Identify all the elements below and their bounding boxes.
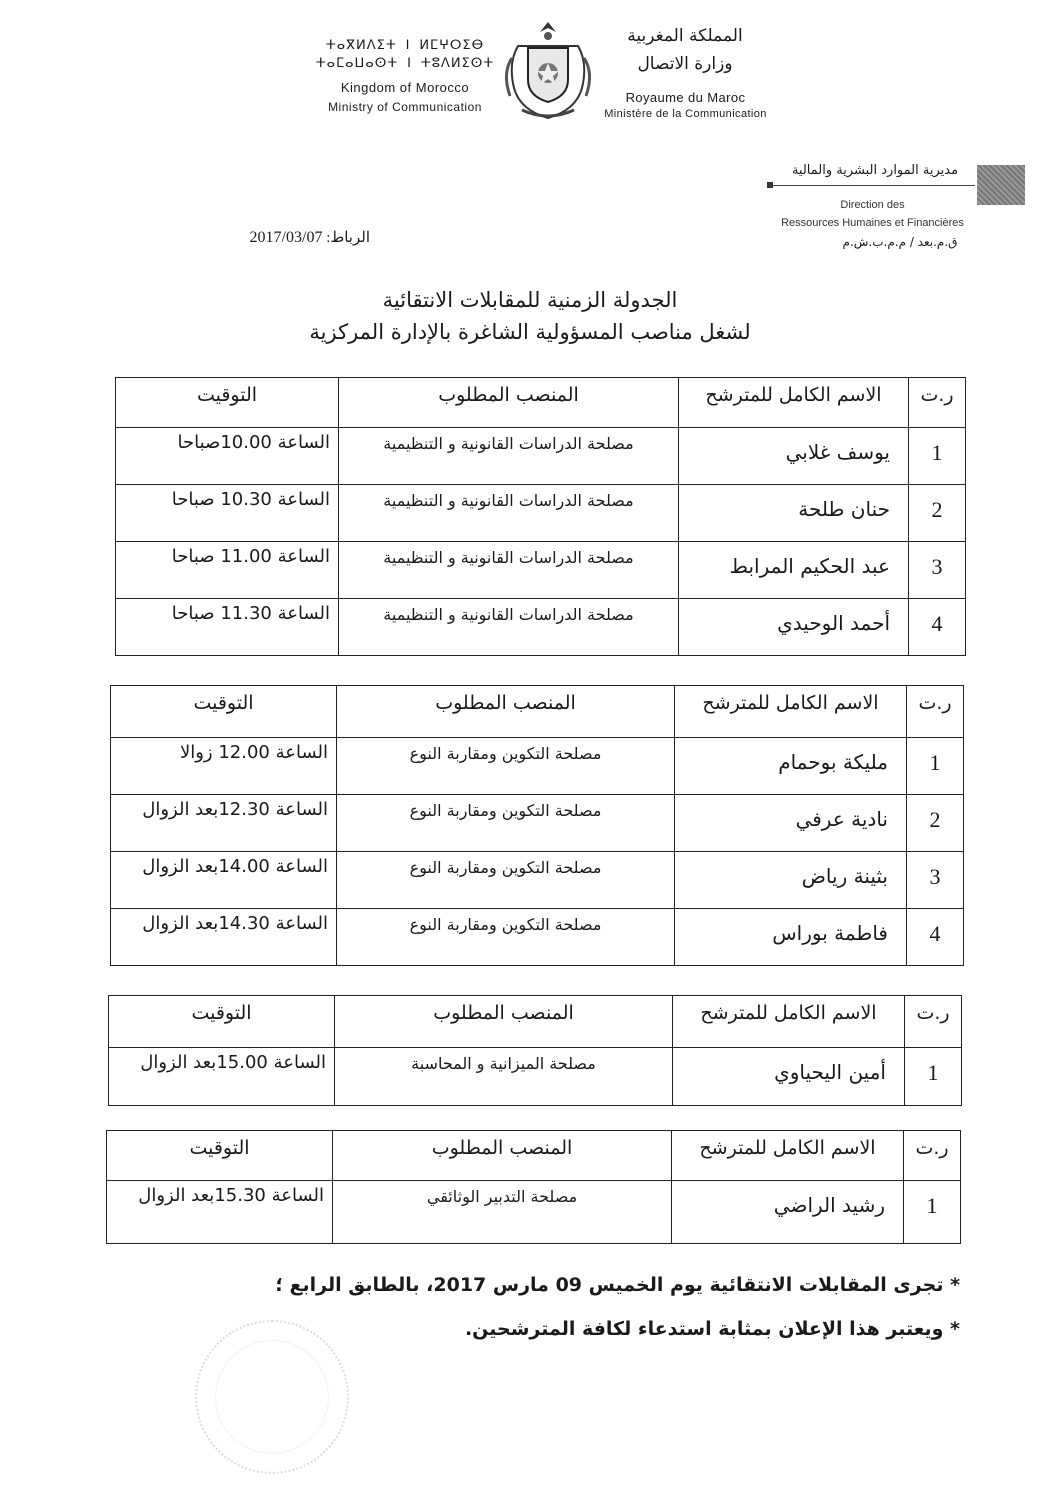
position-name: مصلحة التكوين ومقاربة النوع [337,909,675,966]
table-header-row [109,996,962,1048]
header-position: المنصب المطلوب [339,378,679,428]
ministry-french: Ministère de la Communication [604,108,767,120]
candidate-name: مليكة بوحمام [675,738,907,795]
position-name: مصلحة التكوين ومقاربة النوع [337,852,675,909]
candidate-name: نادية عرفي [675,795,907,852]
header-time: التوقيت [107,1131,333,1181]
candidate-name: يوسف غلابي [679,428,909,485]
position-name: مصلحة الدراسات القانونية و التنظيمية [339,542,679,599]
faint-stamp [195,1320,349,1474]
table-row [107,1181,961,1244]
header-num: ر.ت [907,686,964,738]
row-number: 4 [907,909,964,966]
kingdom-english: Kingdom of Morocco [340,80,470,95]
header-num: ر.ت [904,1131,961,1181]
ministry-english: Ministry of Communication [328,100,482,114]
candidate-name: أحمد الوحيدي [679,599,909,656]
interview-time: الساعة 12.30بعد الزوال [111,795,337,852]
candidate-name: بثينة رياض [675,852,907,909]
row-number: 3 [909,542,966,599]
table-row [116,485,966,542]
interview-time: الساعة 15.00بعد الزوال [109,1048,335,1106]
position-name: مصلحة الدراسات القانونية و التنظيمية [339,428,679,485]
candidate-name: رشيد الراضي [672,1181,904,1244]
interview-time: الساعة 10.30 صباحا [116,485,339,542]
header-time: التوقيت [116,378,339,428]
department-arabic: مديرية الموارد البشرية والمالية [791,163,959,178]
row-number: 4 [909,599,966,656]
header-time: التوقيت [111,686,337,738]
header-name: الاسم الكامل للمترشح [675,686,907,738]
department-french-line-1: Direction des [840,199,905,211]
header-name: الاسم الكامل للمترشح [673,996,905,1048]
department-gray-mark [977,165,1025,205]
table-header-row [116,378,966,428]
position-name: مصلحة الدراسات القانونية و التنظيمية [339,599,679,656]
kingdom-arabic: المملكة المغربية [627,26,743,46]
tifinagh-line-2: ⵜⴰⵎⴰⵡⴰⵙⵜ ⵏ ⵜⵓⴷⵍⵉⵙⵜ [315,56,495,71]
interview-time: الساعة 14.00بعد الزوال [111,852,337,909]
tifinagh-line-1: ⵜⴰⴳⵍⴷⵉⵜ ⵏ ⵍⵎⵖⵔⵉⴱ [325,38,485,53]
ministry-arabic: وزارة الاتصال [637,54,733,74]
position-name: مصلحة الميزانية و المحاسبة [335,1048,673,1106]
header-name: الاسم الكامل للمترشح [672,1131,904,1181]
table-header-row [107,1131,961,1181]
department-french-line-2: Ressources Humaines et Financières [781,217,964,229]
schedule-table-2 [110,685,964,966]
position-name: مصلحة التدبير الوثائقي [333,1181,672,1244]
interview-time: الساعة 11.30 صباحا [116,599,339,656]
note-interview-date: * تجرى المقابلات الانتقائية يوم الخميس 09 مارس 2017، بالطابق الرابع ؛ [275,1274,960,1296]
table-row [116,428,966,485]
interview-time: الساعة 14.30بعد الزوال [111,909,337,966]
candidate-name: فاطمة بوراس [675,909,907,966]
header-num: ر.ت [909,378,966,428]
header-position: المنصب المطلوب [335,996,673,1048]
department-french [770,196,975,232]
interview-time: الساعة 15.30بعد الزوال [107,1181,333,1244]
candidate-name: أمين اليحياوي [673,1048,905,1106]
reference-code: ق.م.بعد / م.م.ب.ش.م [842,235,958,249]
row-number: 1 [909,428,966,485]
candidate-name: حنان طلحة [679,485,909,542]
schedule-table-3 [108,995,962,1106]
row-number: 2 [907,795,964,852]
position-name: مصلحة التكوين ومقاربة النوع [337,795,675,852]
table-row [111,738,964,795]
position-name: مصلحة الدراسات القانونية و التنظيمية [339,485,679,542]
document-date [170,228,370,247]
date-label: الرباط: [326,230,370,246]
table-row [111,852,964,909]
table-row [116,599,966,656]
row-number: 1 [905,1048,962,1106]
schedule-table-1 [115,377,966,656]
kingdom-french: Royaume du Maroc [625,90,746,105]
department-divider [770,185,975,186]
table-header-row [111,686,964,738]
table-row [111,909,964,966]
document-title-line-1: الجدولة الزمنية للمقابلات الانتقائية [382,288,678,312]
row-number: 1 [904,1181,961,1244]
header-time: التوقيت [109,996,335,1048]
coat-of-arms-emblem [498,18,598,123]
header-num: ر.ت [905,996,962,1048]
date-value: 2017/03/07 [249,229,323,246]
row-number: 1 [907,738,964,795]
header-name: الاسم الكامل للمترشح [679,378,909,428]
position-name: مصلحة التكوين ومقاربة النوع [337,738,675,795]
interview-time: الساعة 12.00 زوالا [111,738,337,795]
header-position: المنصب المطلوب [337,686,675,738]
table-row [116,542,966,599]
header-position: المنصب المطلوب [333,1131,672,1181]
candidate-name: عبد الحكيم المرابط [679,542,909,599]
row-number: 2 [909,485,966,542]
row-number: 3 [907,852,964,909]
table-row [111,795,964,852]
interview-time: الساعة 10.00صباحا [116,428,339,485]
table-row [109,1048,962,1106]
note-convocation: * ويعتبر هذا الإعلان بمثابة استدعاء لكافة المترشحين. [464,1318,960,1340]
document-title-line-2: لشغل مناصب المسؤولية الشاغرة بالإدارة المركزية [309,320,751,344]
interview-time: الساعة 11.00 صباحا [116,542,339,599]
schedule-table-4 [106,1130,961,1244]
